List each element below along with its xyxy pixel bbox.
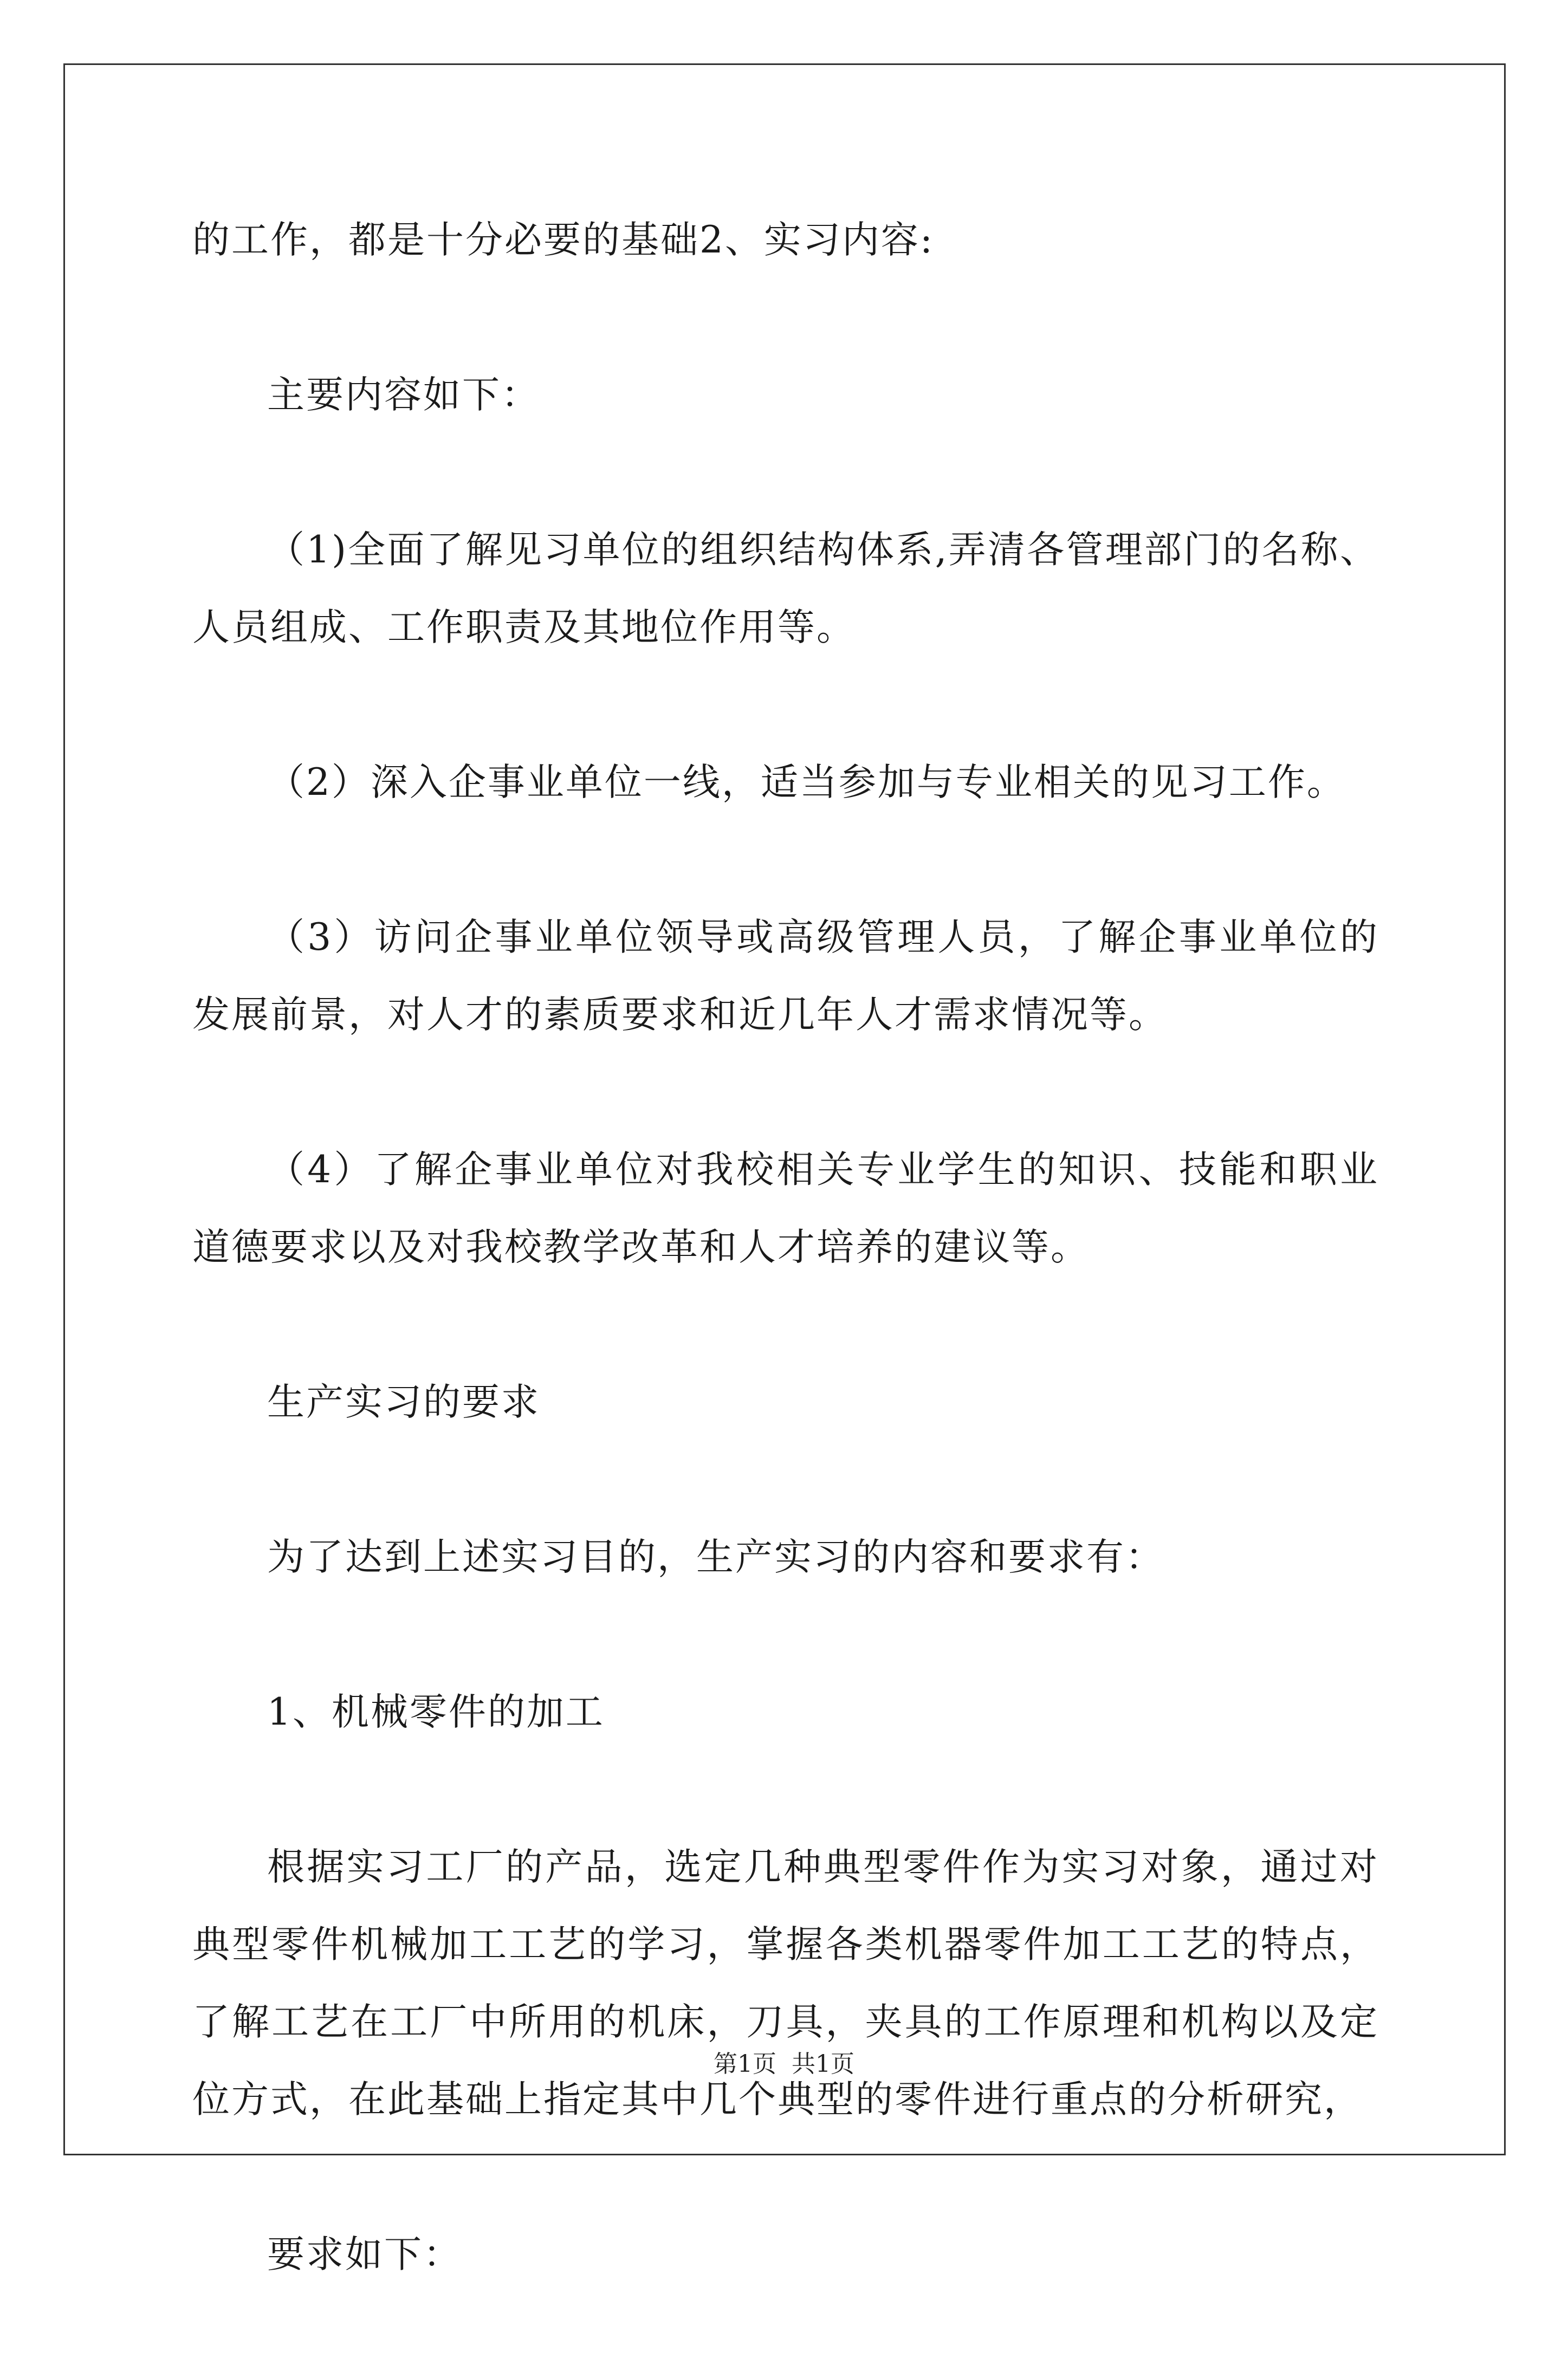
paragraph-8: 为了达到上述实习目的，生产实习的内容和要求有： (267, 1536, 1164, 1579)
paragraph-6: （4）了解企事业单位对我校相关专业学生的知识、技能和职业道德要求以及对我校教学改革和人才培养的建议等。 (192, 1148, 1379, 1269)
paragraph-3: （1)全面了解见习单位的组织结构体系,弄清各管理部门的名称、人员组成、工作职责及其地位作用等。 (192, 528, 1379, 649)
paragraph-4: （2）深入企事业单位一线，适当参加与专业相关的见习工作。 (267, 761, 1346, 804)
page-footer (0, 2048, 1568, 2081)
page-number: 第1页 (714, 2050, 776, 2078)
paragraph-2: 主要内容如下： (267, 373, 540, 417)
paragraph-7: 生产实习的要求 (267, 1381, 540, 1424)
paragraph-5: （3）访问企事业单位领导或高级管理人员，了解企事业单位的发展前景，对人才的素质要求和近几年人才需求情况等。 (192, 916, 1379, 1036)
paragraph-11: 要求如下： (267, 2233, 462, 2276)
paragraph-1: 的工作，都是十分必要的基础2、实习内容: (192, 218, 935, 262)
document-body (192, 202, 1379, 2371)
paragraph-10: 根据实习工厂的产品，选定几种典型零件作为实习对象，通过对典型零件机械加工工艺的学习，掌握各类机器零件加工工艺的特点，了解工艺在工厂中所用的机床，刀具，夹具的工作原理和机构以及定位方式，在此基础上指定其中几个典型的零件进行重点的分析研究， (192, 1845, 1379, 2121)
page-total: 共1页 (792, 2050, 854, 2078)
paragraph-9: 1、机械零件的加工 (267, 1690, 605, 1734)
